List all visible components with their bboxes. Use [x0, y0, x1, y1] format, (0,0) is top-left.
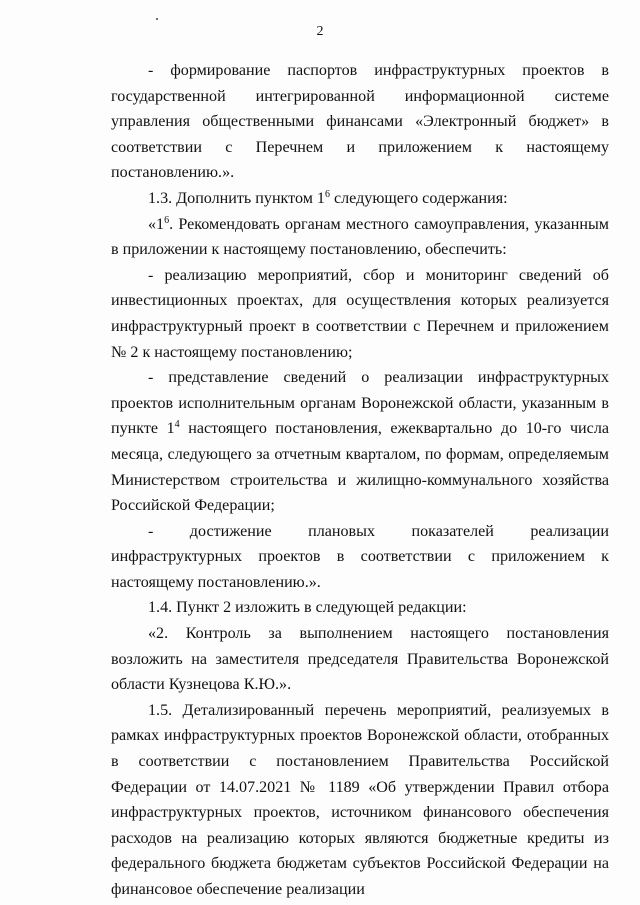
scan-speck	[156, 18, 158, 20]
paragraph-control: «2. Контроль за выполнением настоящего постановления возложить на заместителя председателя Правительства Воронежской области Кузнецова К.Ю.».	[111, 625, 609, 694]
paragraph-implementation: - реализацию мероприятий, сбор и мониторинг сведений об инвестиционных проектах, для осуществления которых реализуется инфраструктурный проект в соответствии с Перечнем и приложением № 2 к настоящему постановлению;	[111, 266, 609, 361]
document-body	[111, 58, 609, 903]
paragraph-1-4: 1.4. Пункт 2 изложить в следующей редакции:	[148, 599, 467, 617]
paragraph-reporting: - представление сведений о реализации инфраструктурных проектов исполнительным органам Воронежской области, указанным в пункте $1^4$ настоящего постановления, ежеквартально до 10-го числа месяца, следующего за отчетным кварталом, по формам, определяемым Министерством строительства и жилищно-коммунального хозяйства Российской Федерации;	[111, 369, 609, 515]
paragraph-1-5: 1.5. Детализированный перечень мероприятий, реализуемых в рамках инфраструктурных проектов Воронежской области, отобранных в соответствии с постановлением Правительства Российской Федерации от 14.07.2021 № 1189 «Об утверждении Правил отбора инфраструктурных проектов, источником финансового обеспечения расходов на реализацию которых являются бюджетные кредиты из федерального бюджета бюджетам субъектов Российской Федерации на финансовое обеспечение реализации	[111, 701, 609, 898]
page-number: 2	[316, 24, 324, 39]
paragraph-passport-formation: - формирование паспортов инфраструктурных проектов в государственной интегрированной информационной системе управления общественными финансами «Электронный бюджет» в соответствии с Перечнем и приложением к настоящему постановлению.».	[111, 62, 609, 182]
paragraph-clause-1-6: «$1^6$. Рекомендовать органам местного самоуправления, указанным в приложении к настоящему постановлению, обеспечить:	[111, 214, 609, 259]
paragraph-1-3: 1.3. Дополнить пунктом $1^6$ следующего содержания:	[148, 188, 508, 207]
paragraph-targets: - достижение плановых показателей реализации инфраструктурных проектов в соответствии с приложением к настоящему постановлению.».	[111, 522, 609, 591]
